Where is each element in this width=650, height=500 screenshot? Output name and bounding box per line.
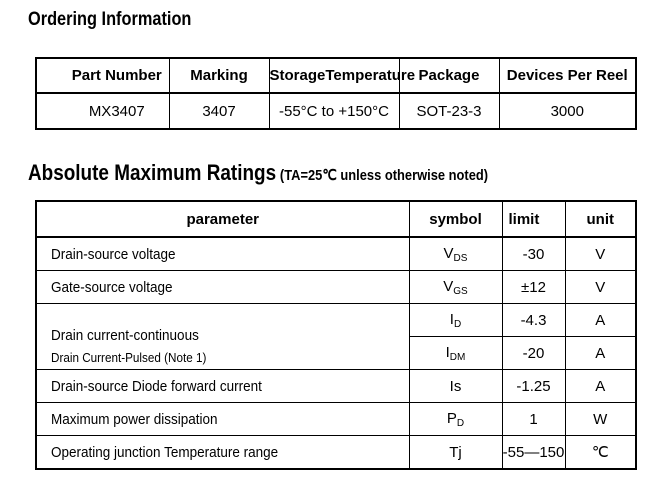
unit-cell: A <box>565 337 636 370</box>
param-text: Drain-source Diode forward current <box>51 377 262 395</box>
unit-cell: V <box>565 271 636 304</box>
param-text: Operating junction Temperature range <box>51 443 279 461</box>
symbol-cell <box>409 370 502 403</box>
unit-cell: V <box>565 237 636 271</box>
param-cell <box>36 370 409 403</box>
unit-cell: A <box>565 304 636 337</box>
ordering-information-title: Ordering Information <box>28 9 192 30</box>
param-text: Drain-source voltage <box>51 245 176 263</box>
header-limit: limit <box>502 201 565 237</box>
symbol-text: V <box>443 244 454 262</box>
param-cell <box>36 403 409 436</box>
absolute-maximum-ratings-title <box>28 160 488 186</box>
absolute-maximum-ratings-table <box>35 200 637 470</box>
ratings-row <box>36 304 636 337</box>
ratings-row <box>36 370 636 403</box>
header-unit: unit <box>565 201 636 237</box>
symbol-text: P <box>446 409 457 427</box>
param-text: Gate-source voltage <box>51 278 173 296</box>
ratings-row <box>36 403 636 436</box>
symbol-subscript: D <box>453 318 462 330</box>
unit-cell: A <box>565 370 636 403</box>
limit-cell: -30 <box>502 237 565 271</box>
header-part-number: Part Number <box>36 58 169 93</box>
marking-value: 3407 <box>169 93 269 129</box>
header-parameter: parameter <box>36 201 409 237</box>
header-symbol: symbol <box>409 201 502 237</box>
part-number-value: MX3407 <box>36 93 169 129</box>
symbol-subscript: DS <box>453 252 468 264</box>
symbol-text: Is <box>449 377 462 395</box>
ordering-information-table <box>35 57 637 130</box>
symbol-subscript: DM <box>449 351 466 363</box>
limit-cell: ±12 <box>502 271 565 304</box>
symbol-cell <box>409 403 502 436</box>
symbol-cell <box>409 271 502 304</box>
symbol-text: Tj <box>449 443 462 461</box>
ordering-data-row <box>36 93 636 129</box>
param-cell <box>36 237 409 271</box>
symbol-cell <box>409 337 502 370</box>
ratings-subtitle-text: (TA=25℃ unless otherwise noted) <box>279 167 489 184</box>
ratings-title-text: Absolute Maximum Ratings <box>28 160 277 185</box>
unit-cell: ℃ <box>565 436 636 470</box>
param-text: Maximum power dissipation <box>51 410 218 428</box>
param-cell-merged <box>36 304 409 370</box>
limit-cell: 1 <box>502 403 565 436</box>
param-text-secondary: Drain Current-Pulsed (Note 1) <box>51 350 207 365</box>
devices-per-reel-value: 3000 <box>499 93 636 129</box>
symbol-text: V <box>443 277 454 295</box>
symbol-cell <box>409 436 502 470</box>
ratings-row <box>36 237 636 271</box>
param-cell <box>36 271 409 304</box>
limit-cell: -55—150 <box>502 436 565 470</box>
storage-temperature-value: -55°C to +150°C <box>269 93 399 129</box>
symbol-text: I <box>449 310 454 328</box>
symbol-subscript: GS <box>453 285 468 297</box>
limit-cell: -4.3 <box>502 304 565 337</box>
unit-cell: W <box>565 403 636 436</box>
limit-cell: -1.25 <box>502 370 565 403</box>
limit-cell: -20 <box>502 337 565 370</box>
header-storage-temperature: StorageTemperature <box>269 58 399 93</box>
symbol-cell <box>409 304 502 337</box>
package-value: SOT-23-3 <box>399 93 499 129</box>
header-devices-per-reel: Devices Per Reel <box>499 58 636 93</box>
ratings-header-row <box>36 201 636 237</box>
ratings-row <box>36 271 636 304</box>
symbol-cell <box>409 237 502 271</box>
symbol-subscript: D <box>456 417 465 429</box>
param-cell <box>36 436 409 470</box>
symbol-text: I <box>445 343 450 361</box>
ratings-row <box>36 436 636 470</box>
ordering-header-row <box>36 58 636 93</box>
param-text: Drain current-continuous <box>51 327 199 344</box>
header-package: Package <box>399 58 499 93</box>
header-marking: Marking <box>169 58 269 93</box>
